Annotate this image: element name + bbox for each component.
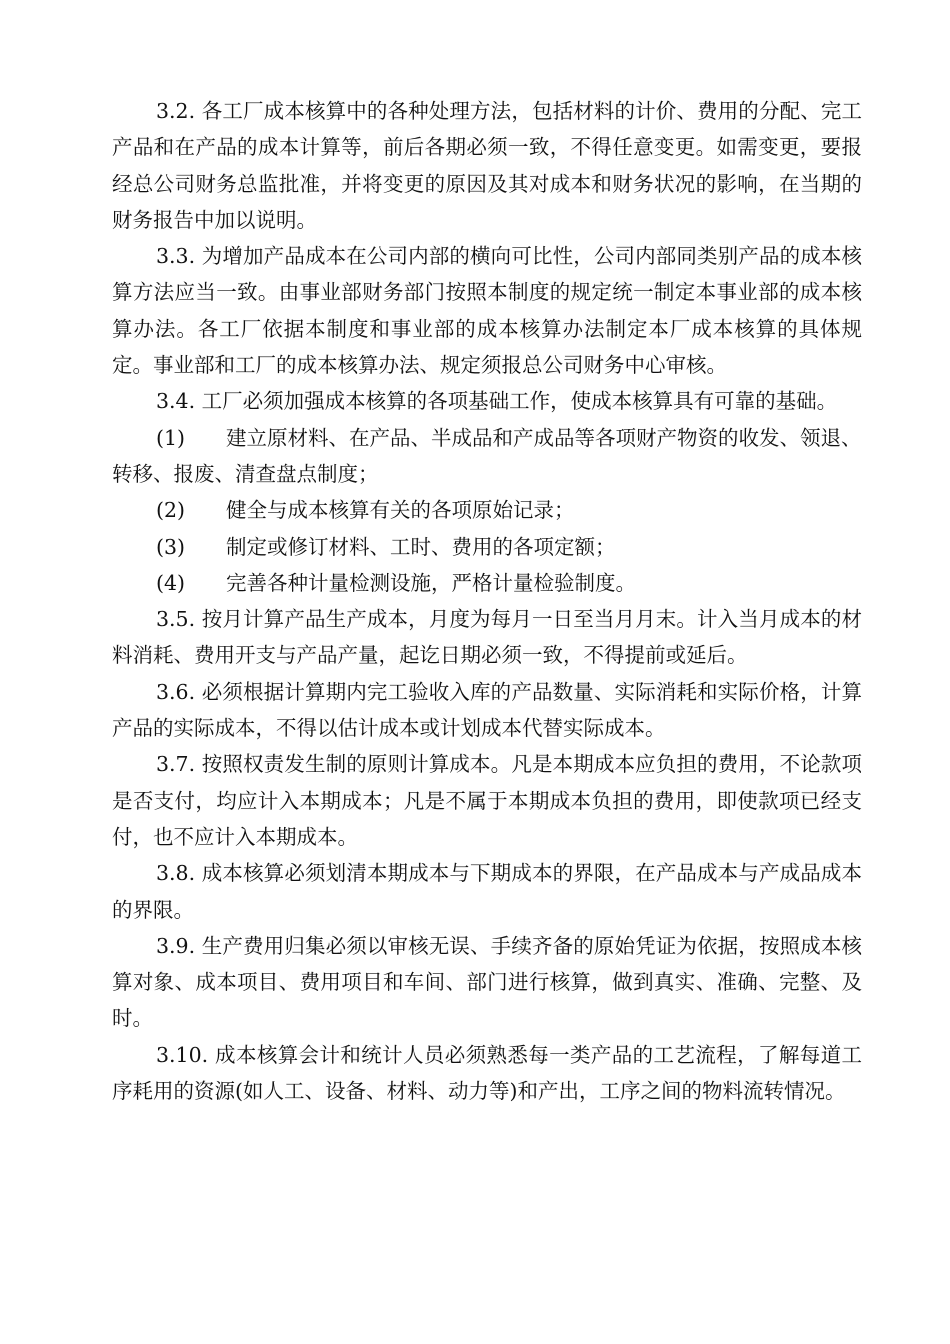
paragraph-3-10: 3.10. 成本核算会计和统计人员必须熟悉每一类产品的工艺流程，了解每道工序耗用的资源(如人工、设备、材料、动力等)和产出，工序之间的物料流转情况。 [112,1042,862,1104]
paragraph-3-6: 3.6. 必须根据计算期内完工验收入库的产品数量、实际消耗和实际价格，计算产品的实际成本，不得以估计成本或计划成本代替实际成本。 [112,679,862,741]
paragraph-3-8: 3.8. 成本核算必须划清本期成本与下期成本的界限，在产品成本与产成品成本的界限。 [112,861,862,922]
list-item-number: (3) [156,534,186,559]
list-item-4 [112,565,862,601]
list-item-text: 建立原材料、在产品、半成品和产成品等各项财产物资的收发、领退、转移、报废、清查盘点制度； [112,425,862,486]
list-item-3 [112,529,862,565]
document-body [112,93,862,1109]
paragraph-3-2: 3.2. 各工厂成本核算中的各种处理方法，包括材料的计价、费用的分配、完工产品和在产品的成本计算等，前后各期必须一致，不得任意变更。如需变更，要报经总公司财务总监批准，并将变更的原因及其对成本和财务状况的影响，在当期的财务报告中加以说明。 [112,99,862,232]
paragraph-3-5: 3.5. 按月计算产品生产成本，月度为每月一日至当月月末。计入当月成本的材料消耗、费用开支与产品产量，起讫日期必须一致，不得提前或延后。 [112,607,862,668]
list-item-text: 健全与成本核算有关的各项原始记录； [226,498,575,523]
list-item-text: 完善各种计量检测设施，严格计量检验制度。 [226,570,636,595]
list-item-text: 制定或修订材料、工时、费用的各项定额； [226,534,616,559]
paragraph-3-9: 3.9. 生产费用归集必须以审核无误、手续齐备的原始凭证为依据，按照成本核算对象、成本项目、费用项目和车间、部门进行核算，做到真实、准确、完整、及时。 [112,933,862,1031]
list-item-number: (4) [156,570,186,595]
paragraph-3-3: 3.3. 为增加产品成本在公司内部的横向可比性，公司内部同类别产品的成本核算方法应当一致。由事业部财务部门按照本制度的规定统一制定本事业部的成本核算办法。各工厂依据本制度和事业部的成本核算办法制定本厂成本核算的具体规定。事业部和工厂的成本核算办法、规定须报总公司财务中心审核。 [112,244,862,378]
list-item-1 [112,420,862,493]
list-item-2 [112,492,862,528]
paragraph-3-4: 3.4. 工厂必须加强成本核算的各项基础工作，使成本核算具有可靠的基础。 [156,389,838,414]
paragraph-3-7: 3.7. 按照权责发生制的原则计算成本。凡是本期成本应负担的费用，不论款项是否支付，均应计入本期成本；凡是不属于本期成本负担的费用，即使款项已经支付，也不应计入本期成本。 [112,752,862,849]
list-item-number: (1) [156,425,186,450]
list-item-number: (2) [156,498,186,523]
